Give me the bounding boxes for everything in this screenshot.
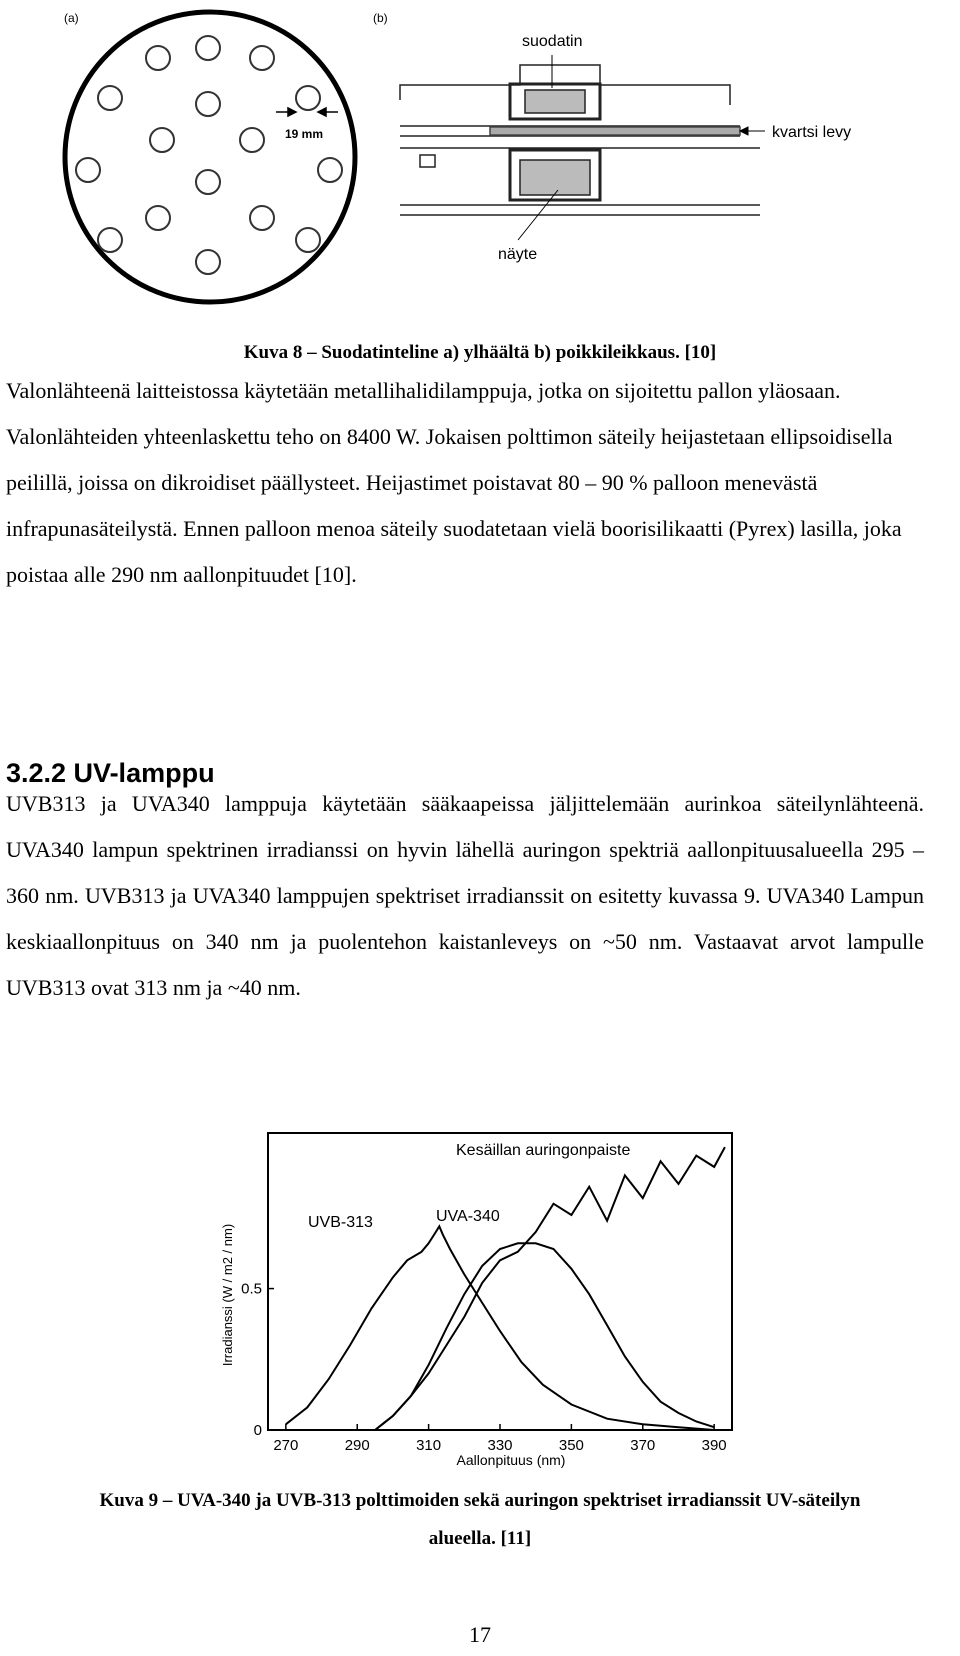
- series-annotation: UVA-340: [436, 1208, 500, 1225]
- series-line-0: [286, 1226, 714, 1430]
- chart-x-axis-label: Aallonpituus (nm): [456, 1452, 566, 1468]
- figure-8: [40, 0, 920, 330]
- x-tick-label: 370: [630, 1437, 656, 1454]
- label-filter: suodatin: [522, 33, 583, 50]
- label-sample: näyte: [498, 246, 538, 263]
- cross-section-drawing: [400, 65, 760, 215]
- series-annotation: UVB-313: [308, 1214, 373, 1231]
- paragraph-uv-lamp: UVB313 ja UVA340 lamppuja käytetään sääkaapeissa jäljittelemään aurinkoa säteilynlähteenä. UVA340 lampun spektrinen irradianssi on hyvin lähellä auringon spektriä aallonpituusalueella 295 – 360 nm. UVB313 ja UVA340 lamppujen spektriset irradianssit on esitetty kuvassa 9. UVA340 Lampun keskiaallonpituus on 340 nm ja puolentehon kaistanleveys on ~50 nm. Vastaavat arvot lampulle UVB313 ovat 313 nm ja ~40 nm.: [6, 791, 924, 1000]
- page-number: 17: [469, 1622, 491, 1647]
- figure-8-caption: Kuva 8 – Suodatinteline a) ylhäältä b) poikkileikkaus. [10]: [243, 342, 717, 363]
- x-tick-label: 390: [701, 1437, 727, 1454]
- section-heading: 3.2.2 UV-lamppu: [6, 758, 215, 788]
- series-line-2: [375, 1147, 725, 1430]
- paragraph-light-source: Valonlähteenä laitteistossa käytetään metallihalidilamppuja, jotka on sijoitettu pallon yläosaan. Valonlähteiden yhteenlaskettu teho on 8400 W. Jokaisen polttimon säteily heijastetaan ellipsoidisella peilillä, joissa on dikroidiset päällysteet. Heijastimet poistavat 80 – 90 % palloon menevästä infrapunasäteilystä. Ennen palloon menoa säteily suodatetaan vielä boorisilikaatti (Pyrex) lasilla, joka poistaa alle 290 nm aallonpituudet [10].: [6, 378, 902, 587]
- panel-b-label: (b): [373, 11, 388, 25]
- x-tick-label: 330: [487, 1437, 513, 1454]
- figure-9-caption-line-2: alueella. [11]: [428, 1528, 532, 1549]
- chart-y-axis-label: Irradianssi (W / m2 / nm): [220, 1223, 235, 1367]
- series-annotation: Kesäillan auringonpaiste: [456, 1142, 631, 1159]
- panel-a-label: (a): [64, 11, 79, 25]
- x-tick-label: 290: [344, 1437, 370, 1454]
- x-tick-label: 270: [273, 1437, 299, 1454]
- dimension-label: 19 mm: [285, 127, 324, 141]
- y-tick-label: 0: [253, 1422, 262, 1439]
- x-tick-label: 310: [416, 1437, 442, 1454]
- label-quartz: kvartsi levy: [772, 124, 852, 141]
- figure-9-chart: [196, 1115, 760, 1470]
- figure-9-caption-line-1: Kuva 9 – UVA-340 ja UVB-313 polttimoiden sekä auringon spektriset irradianssit UV-säteilyn: [99, 1490, 861, 1511]
- series-line-1: [375, 1243, 714, 1430]
- x-tick-label: 350: [558, 1437, 584, 1454]
- y-tick-label: 0.5: [241, 1280, 262, 1298]
- chart-frame: [268, 1133, 732, 1430]
